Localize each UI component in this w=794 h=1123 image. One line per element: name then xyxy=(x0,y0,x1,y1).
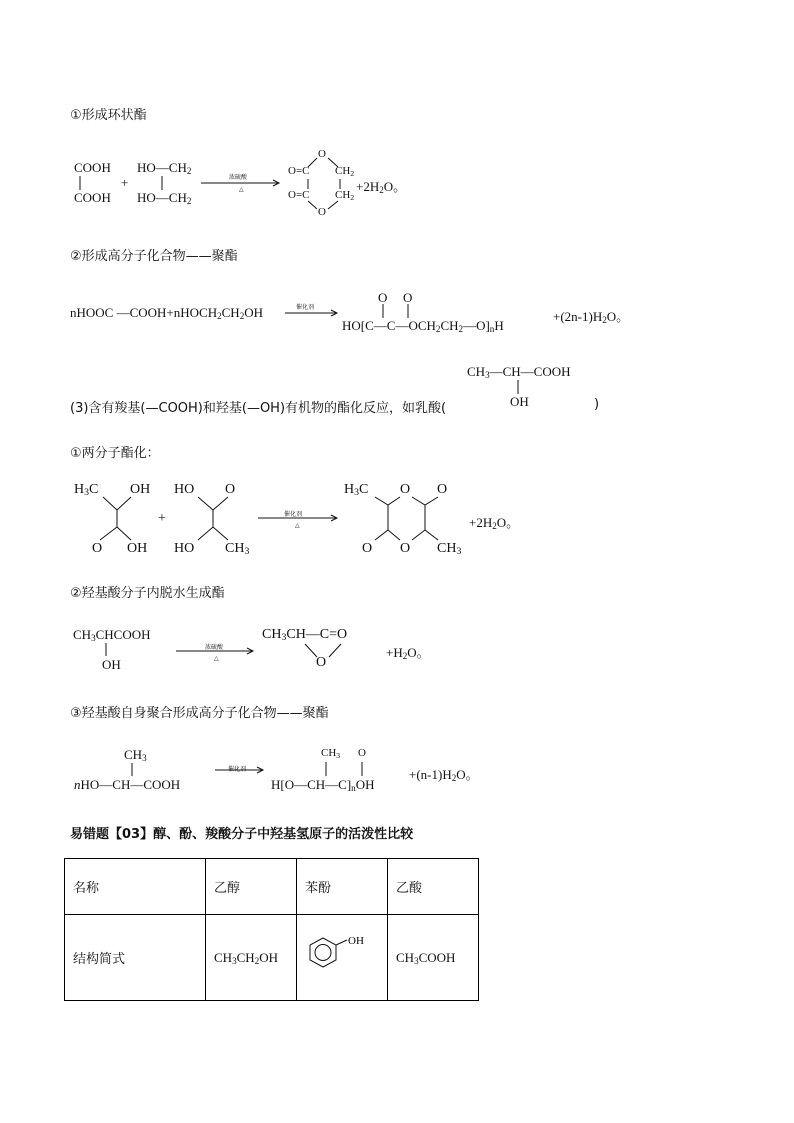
polyester-reactants: nHOOC $—COOH+nHOCH_2CH_2OH$ xyxy=(70,305,264,321)
polymer-o: O xyxy=(358,747,366,759)
row-label-structure: 结构简式 xyxy=(65,915,206,1001)
water-product: $+2H_2O$。 xyxy=(356,179,407,195)
table-header-row xyxy=(65,859,479,915)
polymer-formula: $H[O—CH—C]_nOH$ xyxy=(271,777,375,793)
section-cyclic-ester-heading: ①形成环状酯 xyxy=(70,108,147,123)
header-name: 名称 xyxy=(65,859,206,915)
lactic-a-h3c: $H_3C$ xyxy=(74,482,99,498)
carbonyl-o-2: O xyxy=(403,290,413,305)
lactic-b-ho2: HO xyxy=(174,541,195,556)
heat-label-3: △ xyxy=(214,655,219,662)
monomer-formula: nHO—CH—COOH xyxy=(74,777,181,792)
ring-ch2-2: $CH_2$ xyxy=(335,189,355,202)
lactic-b-o: O xyxy=(225,482,236,497)
polyester-water: $+(2n-1)H_2O$。 xyxy=(553,309,630,325)
glycol-top: $HO—CH_2$ xyxy=(137,160,192,176)
self-polymerization-heading: ③羟基酸自身聚合形成高分子化合物——聚酯 xyxy=(70,706,329,721)
heat-label: △ xyxy=(239,186,244,193)
phenol-ring-icon xyxy=(305,931,385,981)
glycol-bottom: $HO—CH_2$ xyxy=(137,190,192,206)
lactic-a-oh: OH xyxy=(130,482,151,497)
lactide-carbonyl-top: O xyxy=(437,482,448,497)
lactide-ch3: $CH_3$ xyxy=(437,541,462,557)
phenol-oh: OH xyxy=(348,934,364,947)
table-row xyxy=(65,915,479,1001)
oxalic-acid-top: COOH xyxy=(74,160,111,175)
polymer-ch3: $CH_3$ xyxy=(321,747,341,760)
phenol-structure-cell xyxy=(297,915,388,1001)
lactone-formula: $CH_3CH—C=O$ xyxy=(262,627,348,643)
section-hydroxy-acid-text: (3)含有羧基(—COOH)和羟基(—OH)有机物的酯化反应，如乳酸( xyxy=(70,401,447,416)
catalyst-label-4: 催化剂 xyxy=(228,766,247,773)
plus-sign: + xyxy=(121,175,129,190)
lactic-acid-oh: OH xyxy=(510,394,529,409)
ring-carbonyl-1: O=C xyxy=(288,165,310,177)
lactic-b-ch3: $CH_3$ xyxy=(225,541,250,557)
carbonyl-o-1: O xyxy=(378,290,388,305)
intramolecular-ester-heading: ②羟基酸分子内脱水生成酯 xyxy=(70,586,225,601)
lactide-h3c: $H_3C$ xyxy=(344,482,369,498)
header-acetic-acid: 乙酸 xyxy=(388,859,479,915)
header-ethanol: 乙醇 xyxy=(206,859,297,915)
ethanol-formula: $CH_3CH_2OH$ xyxy=(206,915,297,1001)
polyester-product: $HO[C—C—OCH_2CH_2—O]_nH$ xyxy=(342,318,504,334)
heat-label-2: △ xyxy=(295,522,300,529)
lactide-water: $+2H_2O$。 xyxy=(469,515,520,531)
oxalic-acid-bottom: COOH xyxy=(74,190,111,205)
lactide-ring-o-top: O xyxy=(400,482,411,497)
section-polyester-heading: ②形成高分子化合物——聚酯 xyxy=(70,249,238,264)
two-molecule-ester-heading: ①两分子酯化： xyxy=(70,446,160,461)
hydroxyl-comparison-table xyxy=(64,858,479,1001)
lactic-acid-formula: $CH_3—CH—COOH$ xyxy=(467,364,571,380)
ring-carbonyl-2: O=C xyxy=(288,189,310,201)
lactic-a-o: O xyxy=(92,541,103,556)
plus-sign-2: + xyxy=(158,511,166,526)
lactic-condensed: $CH_3CHCOOH$ xyxy=(73,627,151,643)
ring-ch2-1: $CH_2$ xyxy=(335,165,355,178)
lactide-carbonyl-bottom: O xyxy=(362,541,373,556)
lactone-ring-o: O xyxy=(316,655,327,670)
condition-label: 浓硫酸 xyxy=(229,174,248,181)
close-paren: ) xyxy=(594,397,600,412)
polymer-water: $+(n-1)H_2O$。 xyxy=(409,767,479,783)
error-prone-heading: 易错题【03】醇、酚、羧酸分子中羟基氢原子的活泼性比较 xyxy=(70,827,414,842)
lactone-water: $+H_2O$。 xyxy=(386,645,430,661)
catalyst-label-2: 催化剂 xyxy=(284,511,303,518)
header-phenol: 苯酚 xyxy=(297,859,388,915)
ring-o-bottom: O xyxy=(318,206,326,218)
acetic-acid-formula: $CH_3COOH$ xyxy=(388,915,479,1001)
lactide-ring-o-bottom: O xyxy=(400,541,411,556)
lactic-condensed-oh: OH xyxy=(102,657,121,672)
lactic-a-oh2: OH xyxy=(127,541,148,556)
condition-label-3: 浓硫酸 xyxy=(205,644,224,651)
catalyst-label: 催化剂 xyxy=(296,304,315,311)
ring-o-top: O xyxy=(318,148,326,160)
monomer-ch3: $CH_3$ xyxy=(124,747,147,763)
lactic-b-ho: HO xyxy=(174,482,195,497)
